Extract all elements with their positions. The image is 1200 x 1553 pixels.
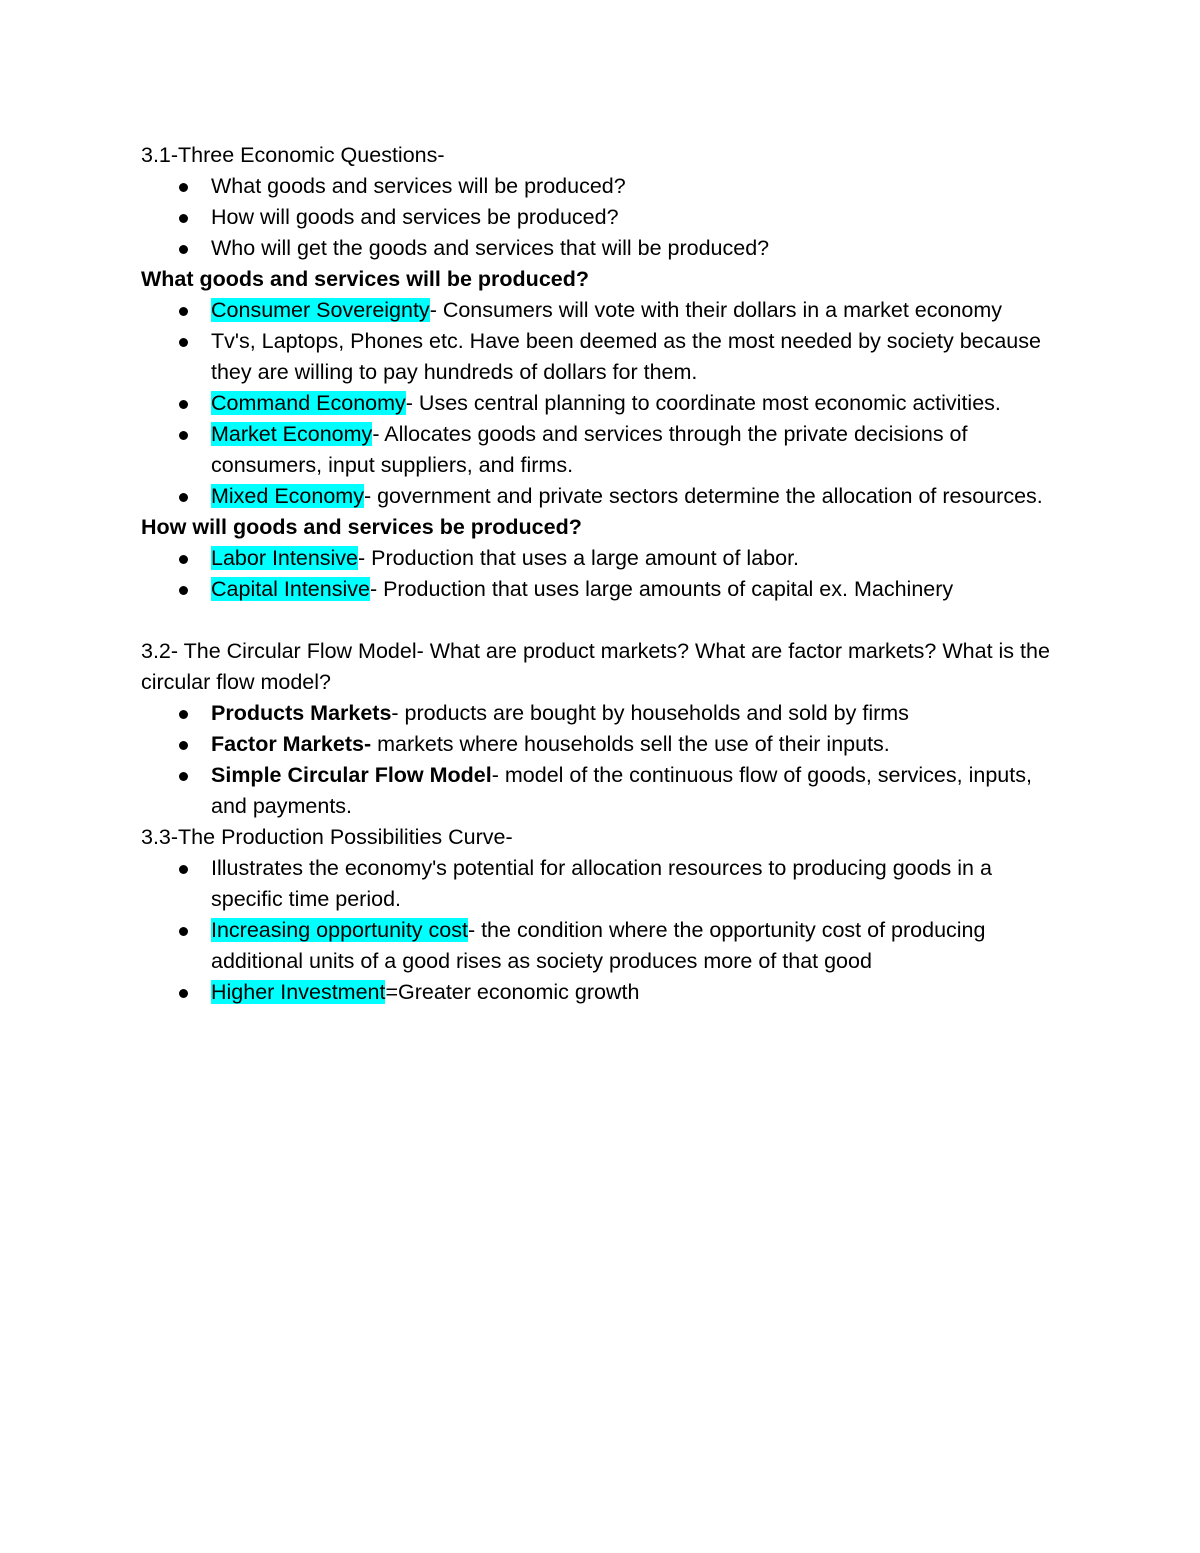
- list-item: [141, 915, 1061, 977]
- highlighted-term: Labor Intensive: [211, 546, 359, 570]
- definition-text: - government and private sectors determine the allocation of resources.: [363, 484, 1043, 508]
- list-item: [141, 419, 1061, 481]
- highlighted-term: Mixed Economy: [211, 484, 364, 508]
- list-item: [141, 853, 1061, 915]
- highlighted-term: Market Economy: [211, 422, 373, 446]
- what-goods-heading: What goods and services will be produced?: [141, 267, 589, 291]
- highlighted-term: Command Economy: [211, 391, 406, 415]
- definition-text: - Production that uses a large amount of labor.: [358, 546, 800, 570]
- section-3-3-title: 3.3-The Production Possibilities Curve-: [141, 825, 513, 849]
- list-item: How will goods and services be produced?: [141, 202, 1061, 233]
- document-page: [141, 140, 1061, 1008]
- list-item: [141, 388, 1061, 419]
- bullet-icon: [179, 307, 188, 316]
- bullet-icon: [179, 741, 188, 750]
- how-goods-heading: How will goods and services be produced?: [141, 515, 582, 539]
- highlighted-term: Capital Intensive: [211, 577, 370, 601]
- production-possibilities-list: [141, 853, 1061, 1008]
- economic-questions-list: [141, 171, 1061, 264]
- bullet-icon: [179, 400, 188, 409]
- list-item: [141, 729, 1061, 760]
- bullet-icon: [179, 989, 188, 998]
- definition-text: Illustrates the economy's potential for allocation resources to producing goods in a specific time period.: [211, 856, 992, 911]
- list-item: [141, 760, 1061, 822]
- section-3-1-title: 3.1-Three Economic Questions-: [141, 143, 445, 167]
- bullet-icon: [179, 555, 188, 564]
- list-item: Who will get the goods and services that will be produced?: [141, 233, 1061, 264]
- what-goods-list: [141, 295, 1061, 512]
- bullet-icon: [179, 710, 188, 719]
- definition-text: - model of the continuous flow of goods, services, inputs, and payments.: [211, 763, 1032, 818]
- definition-text: Tv's, Laptops, Phones etc. Have been deemed as the most needed by society because they are willing to pay hundreds of dollars for them.: [211, 329, 1041, 384]
- bullet-icon: [179, 183, 188, 192]
- bold-term: Simple Circular Flow Model: [211, 763, 492, 787]
- definition-text: =Greater economic growth: [385, 980, 640, 1004]
- definition-text: - Consumers will vote with their dollars in a market economy: [429, 298, 1003, 322]
- definition-text: - Production that uses large amounts of capital ex. Machinery: [369, 577, 954, 601]
- definition-text: - products are bought by households and sold by firms: [391, 701, 909, 725]
- bullet-icon: [179, 586, 188, 595]
- list-item: [141, 481, 1061, 512]
- bold-term: Factor Markets-: [211, 732, 372, 756]
- definition-text: markets where households sell the use of their inputs.: [371, 732, 890, 756]
- blank-line: [141, 605, 1061, 636]
- bullet-icon: [179, 338, 188, 347]
- definition-text: - Uses central planning to coordinate most economic activities.: [405, 391, 1001, 415]
- highlighted-term: Higher Investment: [211, 980, 386, 1004]
- bullet-icon: [179, 431, 188, 440]
- bullet-icon: [179, 493, 188, 502]
- bullet-icon: [179, 245, 188, 254]
- highlighted-term: Increasing opportunity cost: [211, 918, 468, 942]
- bullet-icon: [179, 927, 188, 936]
- circular-flow-list: [141, 698, 1061, 822]
- bold-term: Products Markets: [211, 701, 392, 725]
- list-item: [141, 543, 1061, 574]
- list-item: [141, 326, 1061, 388]
- list-item: [141, 295, 1061, 326]
- list-item: [141, 698, 1061, 729]
- bullet-icon: [179, 772, 188, 781]
- highlighted-term: Consumer Sovereignty: [211, 298, 430, 322]
- bullet-icon: [179, 214, 188, 223]
- list-item: [141, 977, 1061, 1008]
- list-item: [141, 574, 1061, 605]
- section-3-2-title: 3.2- The Circular Flow Model- What are product markets? What are factor markets? What is the circular flow model?: [141, 639, 1050, 694]
- definition-text: - the condition where the opportunity cost of producing additional units of a good rises as society produces more of that good: [211, 918, 986, 973]
- how-goods-list: [141, 543, 1061, 605]
- bullet-icon: [179, 865, 188, 874]
- definition-text: - Allocates goods and services through the private decisions of consumers, input suppliers, and firms.: [211, 422, 968, 477]
- list-item: What goods and services will be produced?: [141, 171, 1061, 202]
